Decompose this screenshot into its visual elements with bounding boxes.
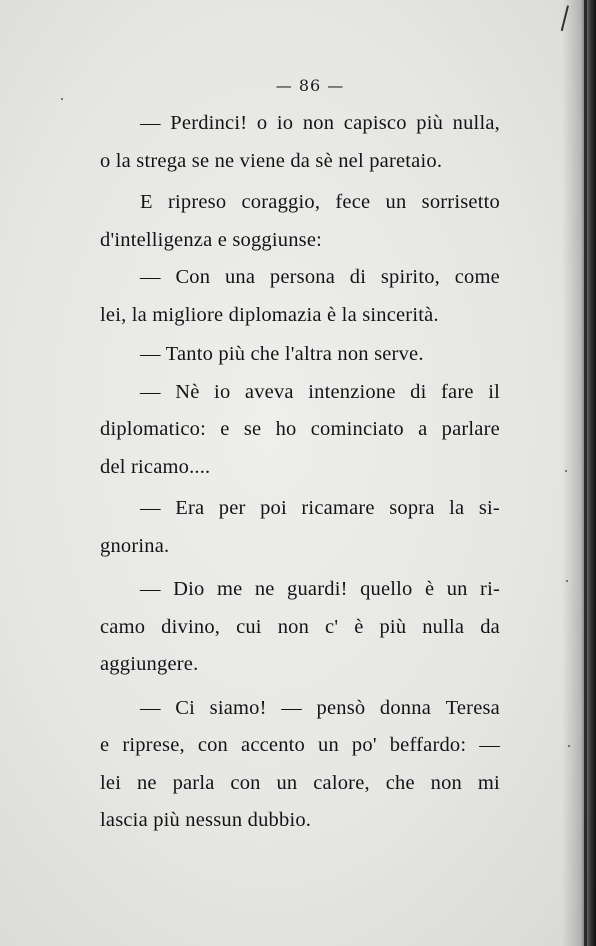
word: quello xyxy=(360,578,413,600)
word: cui xyxy=(236,615,262,638)
page-number: — 86 — xyxy=(275,76,345,95)
paper-speck xyxy=(61,98,63,100)
word: e xyxy=(100,734,110,756)
word: riprese, xyxy=(122,734,185,756)
text-line xyxy=(100,571,500,609)
word: nulla xyxy=(422,615,465,638)
word: c' xyxy=(325,615,339,638)
word: il xyxy=(488,380,500,403)
word: me xyxy=(216,578,243,600)
word: e xyxy=(220,418,230,440)
word: un xyxy=(385,191,407,213)
word: con xyxy=(230,771,261,794)
word: sorrisetto xyxy=(421,191,500,213)
text-line: lascia più nessun dubbio. xyxy=(100,809,312,831)
word: di xyxy=(410,380,427,403)
word: po' xyxy=(351,734,377,756)
word: parlare xyxy=(441,418,500,440)
word: che xyxy=(385,771,415,794)
word: come xyxy=(454,266,500,288)
binding-shadow xyxy=(562,0,596,946)
word: un xyxy=(276,771,298,794)
word: io xyxy=(276,112,294,134)
word: — xyxy=(140,266,161,288)
word: — xyxy=(140,112,161,134)
word: lei xyxy=(100,771,122,794)
word: — xyxy=(479,734,500,756)
word: non xyxy=(302,112,335,134)
text-line xyxy=(100,259,500,297)
word: — xyxy=(281,696,302,719)
text-line: aggiungere. xyxy=(100,653,199,675)
word: accento xyxy=(241,734,306,756)
text-line xyxy=(100,765,500,803)
word: — xyxy=(140,380,161,403)
word: aveva xyxy=(244,380,294,403)
word: ri- xyxy=(480,578,500,600)
paper-speck xyxy=(566,580,568,582)
text-line xyxy=(100,184,500,222)
word: Teresa xyxy=(445,696,500,719)
word: divino, xyxy=(161,615,221,638)
word: Perdinci! xyxy=(170,112,248,134)
word: un xyxy=(318,734,339,756)
word: di xyxy=(349,266,367,288)
word: ripreso xyxy=(167,191,227,213)
text-line: d'intelligenza e soggiunse: xyxy=(100,228,323,251)
word: Con xyxy=(175,266,211,288)
text-line xyxy=(100,690,500,728)
paper-speck xyxy=(568,745,570,747)
word: persona xyxy=(269,266,336,288)
word: con xyxy=(197,734,229,756)
word: beffardo: xyxy=(389,734,467,756)
word: è xyxy=(424,578,435,600)
word: la xyxy=(449,497,465,519)
word: non xyxy=(277,615,310,638)
word: Nè xyxy=(175,380,200,403)
word: o xyxy=(256,112,268,134)
word: calore, xyxy=(313,771,370,794)
word: — xyxy=(140,696,161,719)
word: capisco xyxy=(343,112,407,134)
word: camo xyxy=(100,615,146,638)
body-text xyxy=(100,105,500,840)
text-line: del ricamo.... xyxy=(100,455,211,478)
text-line: gnorina. xyxy=(100,534,170,557)
word: siamo! xyxy=(209,696,267,719)
text-line: — Tanto più che l'altra non serve. xyxy=(140,343,424,365)
word: — xyxy=(140,497,161,519)
text-line: lei, la migliore diplomazia è la sincerità. xyxy=(100,303,439,326)
word: diplomatico: xyxy=(100,418,207,440)
word: parla xyxy=(172,771,215,794)
word: più xyxy=(379,615,407,638)
word: pensò xyxy=(316,696,366,719)
word: E xyxy=(140,191,153,213)
word: non xyxy=(430,771,462,794)
word: Dio xyxy=(173,578,205,600)
word: donna xyxy=(379,696,432,719)
word: guardi! xyxy=(287,578,348,600)
text-line xyxy=(100,411,500,449)
word: fece xyxy=(335,191,371,213)
word: Era xyxy=(175,497,205,519)
word: ho xyxy=(275,418,297,440)
word: poi xyxy=(260,497,287,519)
word: mi xyxy=(477,771,500,794)
text-line xyxy=(100,105,500,143)
text-line xyxy=(100,490,500,528)
word: io xyxy=(214,380,231,403)
word: spirito, xyxy=(380,266,440,288)
paper-speck xyxy=(565,470,567,472)
word: cominciato xyxy=(310,418,404,440)
word: ricamare xyxy=(301,497,375,519)
word: intenzione xyxy=(308,380,396,403)
word: un xyxy=(446,578,468,600)
text-line xyxy=(100,609,500,647)
word: coraggio, xyxy=(241,191,321,213)
page-edge xyxy=(584,0,587,946)
word: fare xyxy=(441,380,474,403)
word: ne xyxy=(254,578,275,600)
word: è xyxy=(354,615,364,638)
word: più xyxy=(416,112,444,134)
word: sopra xyxy=(389,497,435,519)
word: si- xyxy=(478,497,500,519)
word: da xyxy=(480,615,500,638)
text-line: o la strega se ne viene da sè nel paretaio. xyxy=(100,149,443,172)
word: una xyxy=(224,266,256,288)
text-line xyxy=(100,727,500,765)
text-line xyxy=(100,374,500,412)
word: nulla, xyxy=(452,112,500,134)
word: ne xyxy=(136,771,157,794)
word: — xyxy=(140,578,161,600)
word: a xyxy=(418,418,428,440)
word: Ci xyxy=(175,696,196,719)
word: per xyxy=(218,497,246,519)
word: se xyxy=(243,418,262,440)
